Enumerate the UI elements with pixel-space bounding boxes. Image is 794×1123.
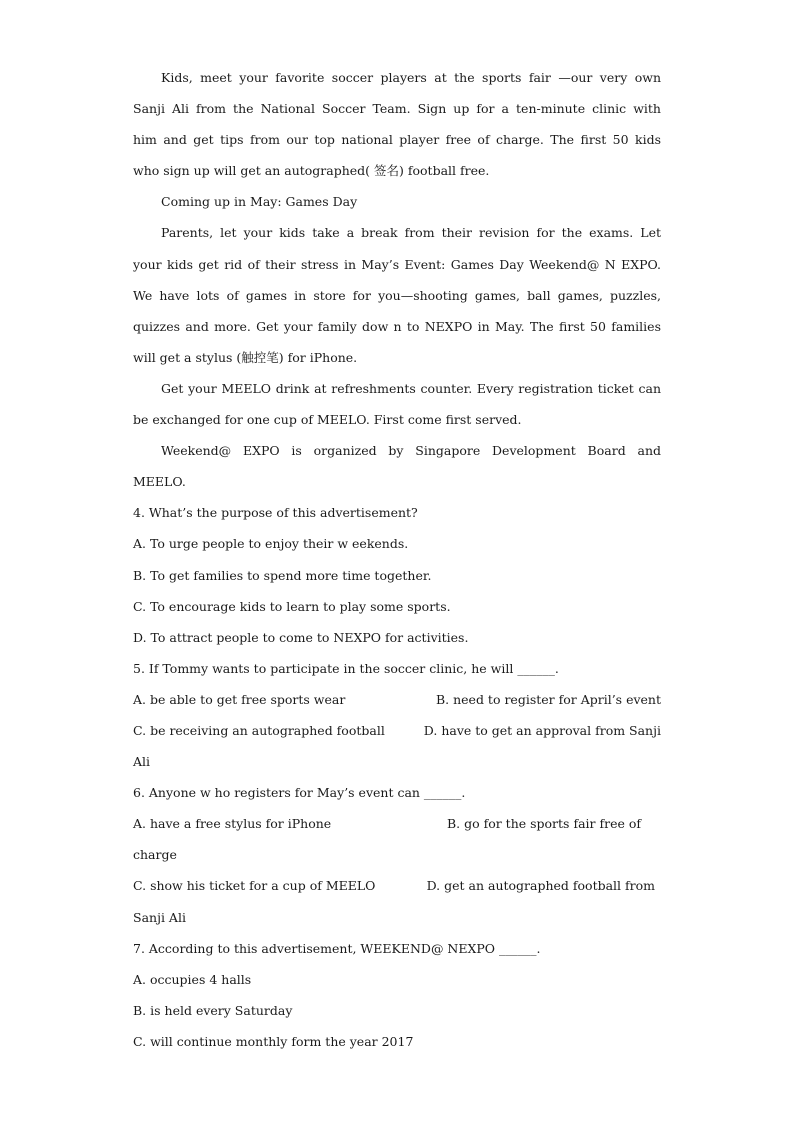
question-7-stem: 7. According to this advertisement, WEEKEND@ NEXPO ______. [133, 940, 541, 956]
question-6-option-b-continued: charge [133, 847, 177, 863]
passage-p1-line-2: Sanji Ali from the National Soccer Team. Sign up for a ten-minute clinic with [133, 101, 661, 117]
question-5-row-cd [133, 715, 661, 746]
question-6-option-d-continued: Sanji Ali [133, 909, 186, 925]
question-6-option-c: C. show his ticket for a cup of MEELO [133, 878, 376, 894]
question-5-stem: 5. If Tommy wants to participate in the soccer clinic, he will ______. [133, 660, 559, 676]
question-6-option-a: A. have a free stylus for iPhone [133, 816, 332, 832]
passage-p3-line-2: your kids get rid of their stress in May’s Event: Games Day Weekend@ N EXPO. [133, 256, 661, 272]
passage-p1-line-4: who sign up will get an autographed( 签名) football free. [133, 163, 490, 179]
question-4-stem: 4. What’s the purpose of this advertisement? [133, 505, 418, 521]
question-4-option-d: D. To attract people to come to NEXPO for activities. [133, 629, 469, 645]
question-7-option-c: C. will continue monthly form the year 2017 [133, 1033, 414, 1049]
passage-p1-line-1: Kids, meet your favorite soccer players at the sports fair —our very own [161, 70, 661, 85]
question-7-option-b: B. is held every Saturday [133, 1002, 293, 1018]
question-4-option-c: C. To encourage kids to learn to play some sports. [133, 598, 451, 614]
passage-p3-line-1: Parents, let your kids take a break from their revision for the exams. Let [161, 225, 661, 241]
passage-p4-line-1: Get your MEELO drink at refreshments counter. Every registration ticket can [161, 380, 661, 396]
question-6-row-ab [133, 808, 661, 839]
question-5-option-c: C. be receiving an autographed football [133, 722, 385, 738]
passage-p5-line-2: MEELO. [133, 474, 186, 490]
question-6-stem: 6. Anyone w ho registers for May’s event can ______. [133, 785, 466, 801]
document-page [133, 62, 661, 1057]
question-4-option-a: A. To urge people to enjoy their w eekends. [133, 536, 409, 552]
question-6-row-cd [133, 870, 661, 901]
passage-p1-line-3: him and get tips from our top national player free of charge. The first 50 kids [133, 132, 661, 148]
passage-p2-heading: Coming up in May: Games Day [161, 194, 358, 210]
passage-p4-line-2: be exchanged for one cup of MEELO. First come first served. [133, 412, 522, 428]
question-5-row-ab [133, 684, 661, 715]
question-6-option-d: D. get an autographed football from [426, 878, 655, 894]
passage-p3-line-3: We have lots of games in store for you—shooting games, ball games, puzzles, [133, 287, 661, 303]
passage-p3-line-5: will get a stylus (触控笔) for iPhone. [133, 349, 358, 365]
question-6-option-b: B. go for the sports fair free of [446, 816, 641, 832]
passage-p5-line-1: Weekend@ EXPO is organized by Singapore Development Board and [161, 443, 661, 459]
question-5-option-d: D. have to get an approval from Sanji [423, 722, 661, 738]
question-7-option-a: A. occupies 4 halls [133, 971, 252, 987]
passage-p3-line-4: quizzes and more. Get your family dow n to NEXPO in May. The first 50 families [133, 318, 661, 334]
question-5-option-b: B. need to register for April’s event [435, 691, 661, 707]
question-5-option-a: A. be able to get free sports wear [133, 691, 346, 707]
question-5-option-d-continued: Ali [133, 754, 151, 770]
question-4-option-b: B. To get families to spend more time together. [133, 567, 432, 583]
